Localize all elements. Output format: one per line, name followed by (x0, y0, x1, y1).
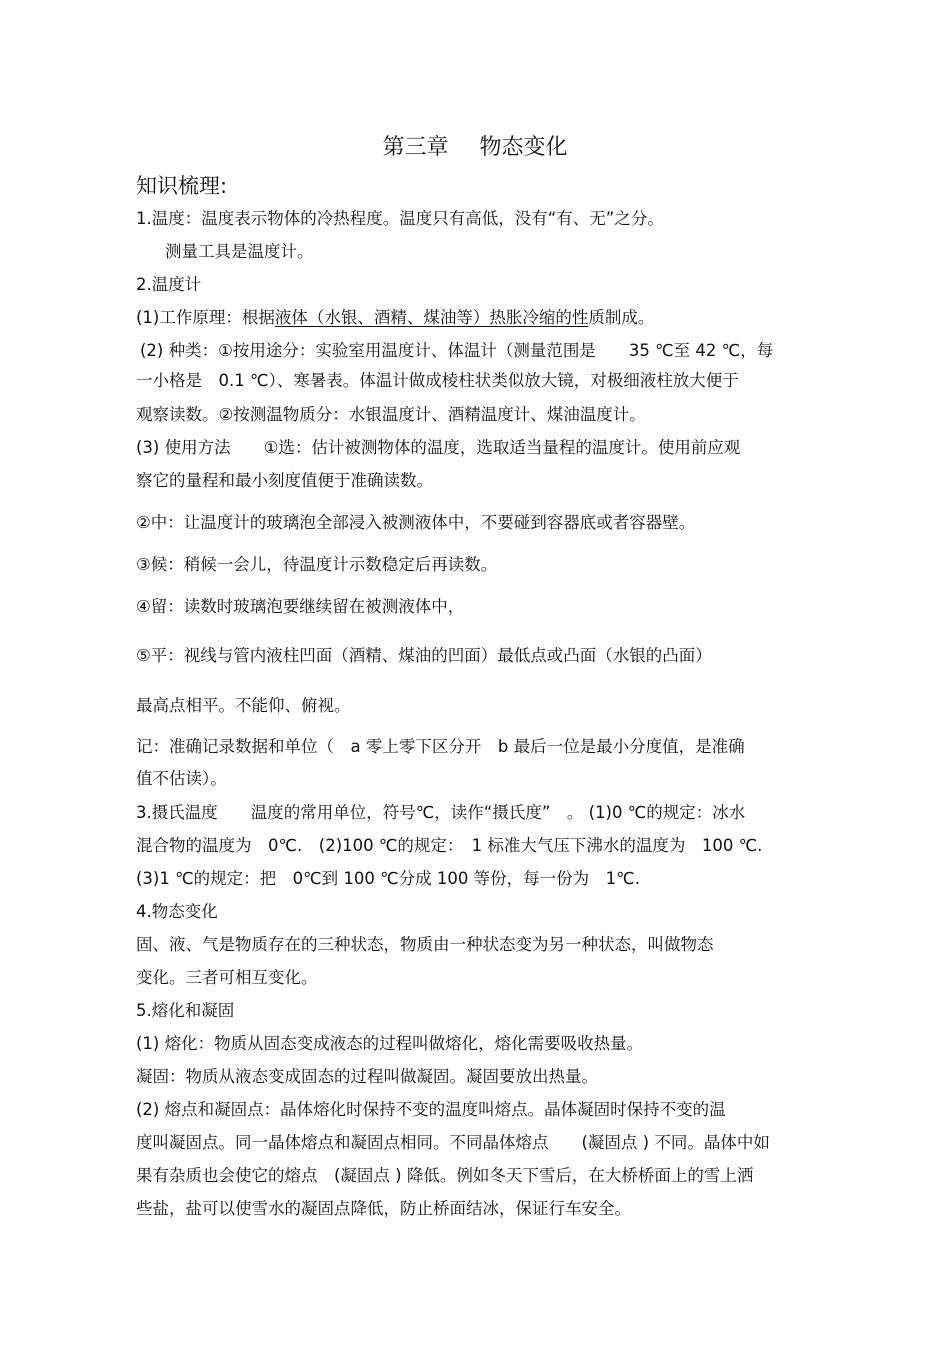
section-heading: 知识梳理: (136, 174, 228, 198)
text-line: 些盐，盐可以使雪水的凝固点降低，防止桥面结冰，保证行车安全。 (136, 1199, 631, 1218)
text-line: 记：准确记录数据和单位（ a 零上零下区分开 b 最后一位是最小分度值，是准确 (136, 737, 745, 756)
chapter-number: 第三章 (382, 135, 449, 160)
text-line: ⑤平：视线与管内液柱凹面（酒精、煤油的凹面）最低点或凸面（水银的凸面） (136, 646, 712, 665)
text-line: 度叫凝固点。同一晶体熔点和凝固点相同。不同晶体熔点 (凝固点 ) 不同。晶体中如 (136, 1133, 770, 1152)
text-segment: 质制成。 (588, 308, 655, 327)
text-segment: (1)工作原理：根据 (136, 308, 275, 327)
text-line: (1) 熔化：物质从固态变成液态的过程叫做熔化，熔化需要吸收热量。 (136, 1034, 644, 1053)
text-line: 最高点相平。不能仰、俯视。 (136, 696, 351, 715)
text-line: (2) 熔点和凝固点：晶体熔化时保持不变的温度叫熔点。晶体凝固时保持不变的温 (136, 1100, 726, 1119)
text-line: 值不估读）。 (136, 769, 227, 788)
text-line: (3) 使用方法 ①选：估计被测物体的温度，选取适当量程的温度计。使用前应观 (136, 438, 741, 457)
text-line: 变化。三者可相互变化。 (136, 968, 318, 987)
text-line: ④留：读数时玻璃泡要继续留在被测液体中， (136, 597, 465, 616)
text-line: 察它的量程和最小刻度值便于准确读数。 (136, 471, 433, 490)
chapter-name: 物态变化 (479, 135, 568, 160)
text-line: 混合物的温度为 0℃. (2)100 ℃的规定： 1 标准大气压下沸水的温度为 100 ℃. (136, 836, 763, 855)
text-line: 3.摄氏温度 温度的常用单位，符号℃，读作“摄氏度” 。 (1)0 ℃的规定：冰水 (136, 803, 746, 822)
text-line: (2) 种类：①按用途分：实验室用温度计、体温计（测量范围是 35 ℃至 42 ℃，每 (140, 341, 774, 360)
text-line: 5.熔化和凝固 (136, 1001, 235, 1020)
text-line: 一小格是 0.1 ℃）、寒暑表。体温计做成棱柱状类似放大镜，对极细液柱放大便于 (136, 371, 739, 390)
text-line (136, 307, 654, 329)
text-line: 果有杂质也会使它的熔点 (凝固点 ) 降低。例如冬天下雪后，在大桥桥面上的雪上洒 (136, 1166, 754, 1185)
text-line: ③候：稍候一会儿，待温度计示数稳定后再读数。 (136, 555, 498, 574)
text-line: 固、液、气是物质存在的三种状态，物质由一种状态变为另一种状态，叫做物态 (136, 935, 714, 954)
text-line: 观察读数。②按测温物质分：水银温度计、酒精温度计、煤油温度计。 (136, 405, 646, 424)
text-line: ②中：让温度计的玻璃泡全部浸入被测液体中，不要碰到容器底或者容器壁。 (136, 513, 696, 532)
text-line: 测量工具是温度计。 (165, 242, 314, 261)
text-line: 2.温度计 (136, 275, 202, 294)
text-line: 凝固：物质从液态变成固态的过程叫做凝固。凝固要放出热量。 (136, 1067, 598, 1086)
page-title (0, 134, 950, 162)
text-line: (3)1 ℃的规定：把 0℃到 100 ℃分成 100 等份，每一份为 1℃. (136, 869, 640, 888)
text-line: 1.温度：温度表示物体的冷热程度。温度只有高低，没有“有、无”之分。 (136, 209, 664, 228)
text-line: 4.物态变化 (136, 902, 218, 921)
underlined-text: 液体（水银、酒精、煤油等）热胀冷缩的性 (274, 308, 589, 327)
